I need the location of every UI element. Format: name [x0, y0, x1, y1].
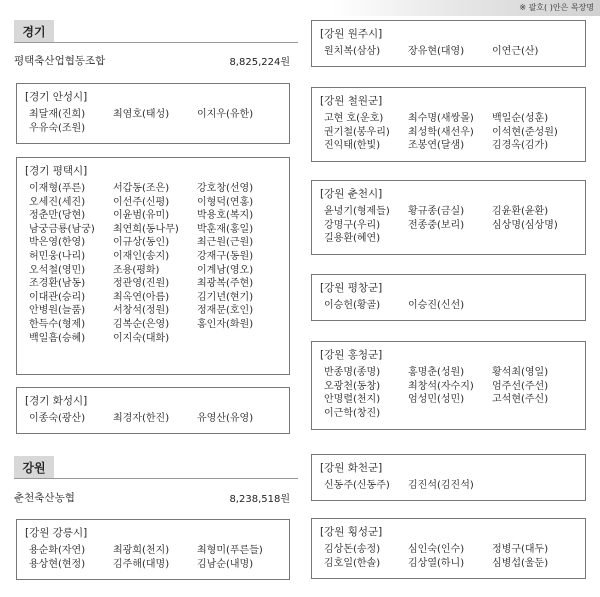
section-tab-gyeonggi: 경기: [14, 20, 54, 42]
member-name: 이석현(준성원): [492, 126, 558, 138]
legend-note: ※ 괄호( )안은 목장명: [519, 3, 594, 12]
member-name: 원치복(삼삼): [324, 46, 381, 57]
member-name: 조경환(남동): [29, 278, 86, 290]
member-list: [320, 299, 585, 313]
member-name: 강재구(동원): [197, 250, 254, 262]
section-tab-gangwon: 강원: [14, 456, 54, 478]
member-list: [25, 544, 289, 571]
member-name: 강호창(선영): [197, 183, 254, 194]
member-name: 진익태(한빛): [324, 140, 381, 152]
member-name: 반종명(종명): [324, 367, 381, 378]
member-list: [320, 479, 585, 493]
member-name: 최창석(자수지): [408, 380, 474, 392]
member-name: 조봉연(달샘): [408, 140, 465, 152]
member-name: 김남순(내명): [197, 558, 254, 570]
member-name: 최연희(동나무): [113, 223, 179, 235]
member-name: 이형덕(연홍): [197, 196, 254, 208]
member-name: 심인숙(인수): [408, 544, 465, 555]
member-name: 이승진(신선): [408, 300, 465, 311]
group-title: [강원 횡성군]: [320, 526, 383, 538]
member-name: 김상돈(송정): [324, 544, 381, 555]
group-box-hongcheon: [311, 341, 586, 430]
member-name: 박은영(한영): [29, 237, 86, 249]
member-name: 황석최(영일): [492, 367, 549, 378]
group-title: [강원 화천군]: [320, 462, 383, 474]
member-name: 박용호(복지): [197, 210, 254, 222]
member-name: 김상열(하니): [408, 557, 465, 569]
member-name: 황규종(금실): [408, 206, 465, 217]
member-name: 안병원(늘품): [29, 305, 86, 317]
member-name: 유영산(유영): [197, 413, 254, 424]
member-name: 김윤환(윤환): [492, 206, 549, 217]
member-name: 김호일(한솔): [324, 557, 381, 569]
member-name: 고석현(주신): [492, 394, 549, 406]
member-name: 최경자(한진): [113, 413, 170, 424]
member-name: 용순화(자연): [29, 545, 86, 556]
coop-amount: 8,238,518원: [229, 494, 290, 505]
section-divider: [14, 42, 298, 43]
group-title: [강원 춘천시]: [320, 188, 383, 200]
group-box-gangneung: [16, 519, 290, 580]
member-name: 이규상(동인): [113, 237, 170, 249]
group-box-cheorwon: [311, 87, 586, 162]
member-name: 한득수(형제): [29, 318, 86, 330]
member-list: [25, 108, 289, 135]
member-name: 김기년(현기): [197, 291, 254, 303]
group-box-pyeongchang: [311, 274, 586, 321]
member-list: [320, 205, 585, 246]
member-list: [320, 112, 585, 153]
member-list: [320, 45, 585, 59]
member-name: 최옥연(아름): [113, 291, 170, 303]
member-name: 심병섭(울둔): [492, 557, 549, 569]
member-name: 이재인(송지): [113, 250, 170, 262]
member-name: 엄주선(주선): [492, 380, 549, 392]
coop-name: 평택축산업협동조합: [14, 55, 106, 67]
member-name: 용상현(현정): [29, 558, 86, 570]
member-name: 이윤범(유미): [113, 210, 170, 222]
member-name: 이재형(푸른): [29, 183, 86, 194]
member-list: [25, 412, 289, 426]
member-name: 허민웅(나리): [29, 250, 86, 262]
member-name: 백일순(성훈): [492, 113, 549, 124]
group-title: [경기 안성시]: [25, 91, 88, 103]
member-name: 홍인자(화원): [197, 318, 254, 330]
section-divider: [14, 478, 298, 479]
member-name: 서창석(정원): [113, 305, 170, 317]
member-name: 고현 호(운호): [324, 113, 384, 124]
member-name: 심상명(심상명): [492, 219, 558, 231]
member-name: 최광복(주현): [197, 278, 254, 290]
member-name: 이종숙(광산): [29, 413, 86, 424]
coop-row-gyeonggi: [14, 53, 290, 68]
group-title: [경기 평택시]: [25, 165, 88, 177]
member-name: 이연근(산): [492, 46, 539, 57]
group-box-pyeongtaek: [16, 157, 290, 375]
member-name: 정재문(호인): [197, 305, 254, 317]
header-strip: [0, 0, 600, 16]
member-name: 최근원(근원): [197, 237, 254, 249]
member-name: 조용(평화): [113, 264, 160, 276]
member-list: [320, 543, 585, 570]
member-name: 정관영(진원): [113, 278, 170, 290]
group-title: [강원 강릉시]: [25, 527, 88, 539]
member-name: 최염호(태성): [113, 109, 170, 120]
member-name: 오세진(세진): [29, 196, 86, 208]
group-box-anseong: [16, 83, 290, 144]
member-name: 오석철(영민): [29, 264, 86, 276]
member-name: 오광천(동창): [324, 380, 381, 392]
member-name: 김진석(김진석): [408, 480, 474, 491]
member-name: 김복순(은영): [113, 318, 170, 330]
member-name: 강명구(우리): [324, 219, 381, 231]
member-name: 이지숙(대화): [113, 332, 170, 344]
group-title: [강원 홍청군]: [320, 349, 383, 361]
member-name: 박훈재(홍일): [197, 223, 254, 235]
member-name: 윤녕기(형제들): [324, 206, 390, 217]
coop-name: 춘천축산농협: [14, 492, 75, 504]
member-name: 이대관(승리): [29, 291, 86, 303]
group-box-wonju: [311, 20, 586, 67]
group-title: [강원 원주시]: [320, 28, 383, 40]
group-box-hwaseong: [16, 387, 290, 434]
member-name: 최달재(진희): [29, 109, 86, 120]
member-name: 백일흠(승혜): [29, 332, 86, 344]
group-box-hoengseong: [311, 518, 586, 579]
member-name: 이계남(영오): [197, 264, 254, 276]
member-name: 최수명(새쌍몰): [408, 113, 474, 124]
member-name: 정병구(대두): [492, 544, 549, 555]
group-title: [강원 평창군]: [320, 282, 383, 294]
member-name: 정춘만(당현): [29, 210, 86, 222]
coop-amount: 8,825,224원: [229, 57, 290, 68]
member-name: 안명렬(천지): [324, 394, 381, 406]
group-box-hwacheon: [311, 454, 586, 501]
member-name: 이근학(창진): [324, 407, 381, 419]
member-name: 최형미(푸른들): [197, 545, 263, 556]
member-list: [25, 182, 289, 345]
member-name: 신동주(신동주): [324, 480, 390, 491]
member-name: 이승헌(황골): [324, 300, 381, 311]
coop-row-gangwon: [14, 490, 290, 505]
member-name: 전종중(보리): [408, 219, 465, 231]
member-name: 권기철(봉우리): [324, 126, 390, 138]
member-name: 김경옥(김가): [492, 140, 549, 152]
member-name: 이선주(신평): [113, 196, 170, 208]
group-title: [강원 철원군]: [320, 95, 383, 107]
member-name: 엄성민(성민): [408, 394, 465, 406]
member-name: 김주해(대명): [113, 558, 170, 570]
member-name: 홍명춘(성원): [408, 367, 465, 378]
group-box-chuncheon: [311, 180, 586, 255]
member-name: 길용환(혜연): [324, 233, 381, 245]
member-name: 장유현(대영): [408, 46, 465, 57]
member-name: 서갑동(조은): [113, 183, 170, 194]
member-name: 우유숙(조원): [29, 122, 86, 134]
group-title: [경기 화성시]: [25, 395, 88, 407]
member-list: [320, 366, 585, 420]
member-name: 최성학(새선우): [408, 126, 474, 138]
member-name: 최광희(천지): [113, 545, 170, 556]
member-name: 이지우(유한): [197, 109, 254, 120]
member-name: 남궁금룡(남궁): [29, 223, 95, 235]
